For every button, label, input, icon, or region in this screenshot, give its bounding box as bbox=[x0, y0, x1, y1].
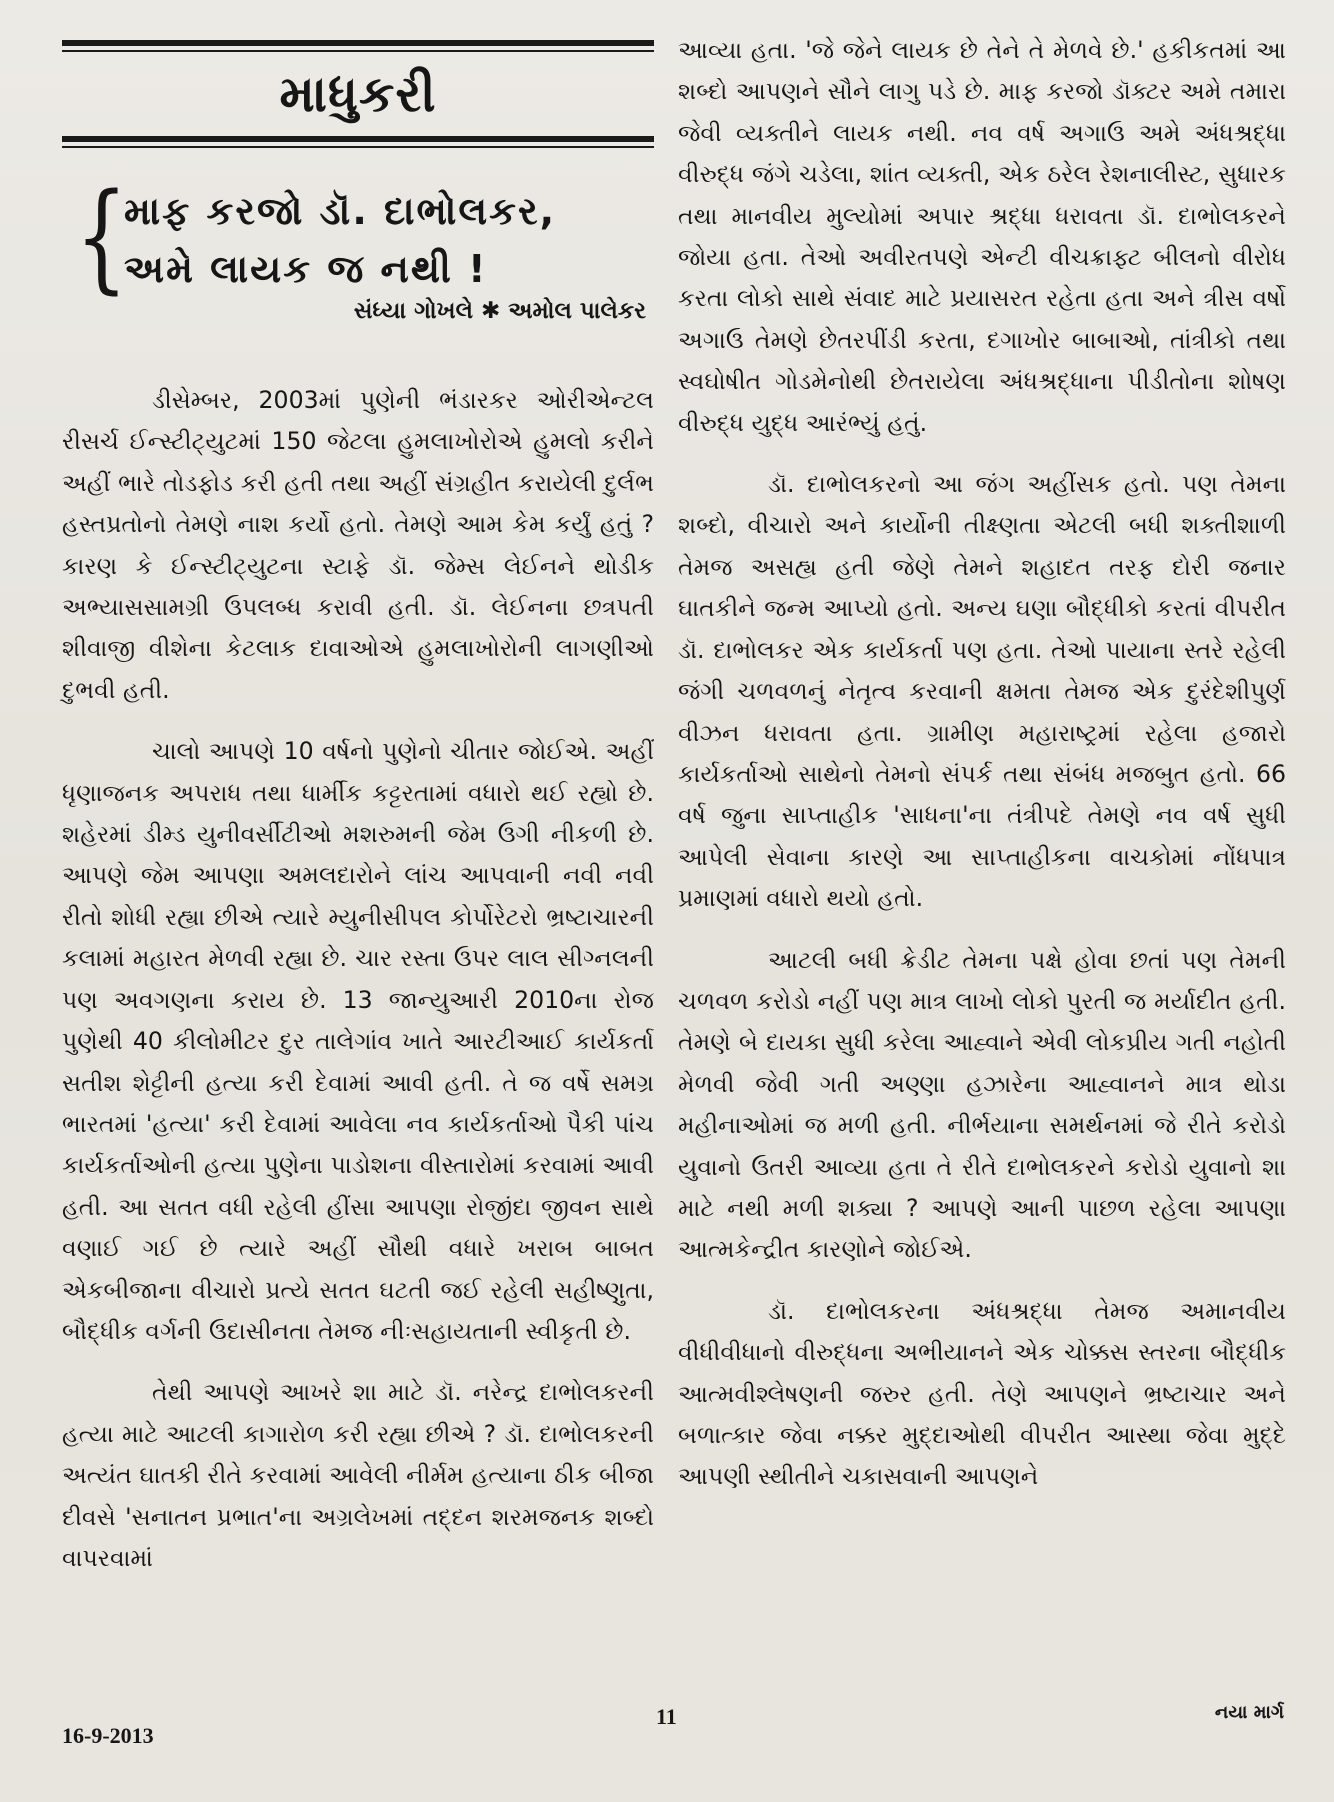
page-number: 11 bbox=[656, 1704, 677, 1729]
paragraph-left-1: ડીસેમ્બર, 2003માં પુણેની ભંડારકર ઓરીએન્ટલ રીસર્ચ ઈન્સ્ટીટ્યુટમાં 150 જેટલા હુમલાખોરોએ હુમલો કરીને અહીં ભારે તોડફોડ કરી હતી તથા અહીં સંગ્રહીત કરાયેલી દુર્લભ હસ્તપ્રતોનો તેમણે નાશ કર્યો હતો. તેમણે આમ કેમ કર્યું હતું ? કારણ કે ઈન્સ્ટીટ્યુટના સ્ટાફે ડૉ. જેમ્સ લેઈનને થોડીક અભ્યાસસામગ્રી ઉપલબ્ધ કરાવી હતી. ડૉ. લેઈનના છત્રપતી શીવાજી વીશેના કેટલાક દાવાઓએ હુમલાખોરોની લાગણીઓ દુભવી હતી. bbox=[62, 386, 654, 704]
top-rule bbox=[62, 40, 654, 46]
article-headline bbox=[62, 167, 654, 305]
paragraph-right-2: ડૉ. દાભોલકરનો આ જંગ અહીંસક હતો. પણ તેમના શબ્દો, વીચારો અને કાર્યોની તીક્ષ્ણતા એટલી બધી શક્તીશાળી તેમજ અસહ્ય હતી જેણે તેમને શહાદત તરફ દોરી જનાર ઘાતકીને જન્મ આપ્યો હતો. અન્ય ઘણા બૌદ્ધીકો કરતાં વીપરીત ડૉ. દાભોલકર એક કાર્યકર્તા પણ હતા. તેઓ પાયાના સ્તરે રહેલી જંગી ચળવળનું નેતૃત્વ કરવાની ક્ષમતા તેમજ એક દુરંદેશીપુર્ણ વીઝન ધરાવતા હતા. ગ્રામીણ મહારાષ્ટ્રમાં રહેલા હજારો કાર્યકર્તાઓ સાથેનો તેમનો સંપર્ક તથા સંબંધ મજબુત હતો. 66 વર્ષ જુના સાપ્તાહીક 'સાધના'ના તંત્રીપદે તેમણે નવ વર્ષ સુધી આપેલી સેવાના કારણે આ સાપ્તાહીકના વાચકોમાં નોંધપાત્ર પ્રમાણમાં વધારો થયો હતો. bbox=[678, 470, 1286, 913]
magazine-name: નયા માર્ગ bbox=[1214, 1702, 1284, 1723]
article-title-line1: માફ કરજો ડૉ. દાભોલકર, bbox=[124, 189, 557, 233]
bottom-rule bbox=[62, 136, 654, 142]
curly-brace-ornament: { bbox=[75, 167, 128, 305]
paragraph-left-2: ચાલો આપણે 10 વર્ષનો પુણેનો ચીતાર જોઈએ. અહીં ધૃણાજનક અપરાધ તથા ધાર્મીક કટ્ટરતામાં વધારો થઈ રહ્યો છે. શહેરમાં ડીમ્ડ યુનીવર્સીટીઓ મશરુમની જેમ ઉગી નીકળી છે. આપણે જેમ આપણા અમલદારોને લાંચ આપવાની નવી નવી રીતો શોધી રહ્યા છીએ ત્યારે મ્યુનીસીપલ કોર્પોરેટરો ભ્રષ્ટાચારની કલામાં મહારત મેળવી રહ્યા છે. ચાર રસ્તા ઉપર લાલ સીગ્નલની પણ અવગણના કરાય છે. 13 જાન્યુઆરી 2010ના રોજ પુણેથી 40 કીલોમીટર દુર તાલેગાંવ ખાતે આરટીઆઈ કાર્યકર્તા સતીશ શેટ્ટીની હત્યા કરી દેવામાં આવી હતી. તે જ વર્ષે સમગ્ર ભારતમાં 'હત્યા' કરી દેવામાં આવેલા નવ કાર્યકર્તાઓ પૈકી પાંચ કાર્યકર્તાઓની હત્યા પુણેના પાડોશના વીસ્તારોમાં કરવામાં આવી હતી. આ સતત વધી રહેલી હીંસા આપણા રોજીંદા જીવન સાથે વણાઈ ગઈ છે ત્યારે અહીં સૌથી વધારે ખરાબ બાબત એકબીજાના વીચારો પ્રત્યે સતત ઘટતી જઈ રહેલી સહીષ્ણુતા, બૌદ્ધીક વર્ગની ઉદાસીનતા તેમજ નીઃસહાયતાની સ્વીકૃતી છે. bbox=[62, 737, 654, 1345]
paragraph-right-4: ડૉ. દાભોલકરના અંધશ્રદ્ધા તેમજ અમાનવીય વીધીવીધાનો વીરુદ્ધના અભીયાનને એક ચોક્કસ સ્તરના બૌદ્ધીક આત્મવીશ્લેષણની જરુર હતી. તેણે આપણને ભ્રષ્ટાચાર અને બળાત્કાર જેવા નક્કર મુદ્દાઓથી વીપરીત આસ્થા જેવા મુદ્દે આપણી સ્થીતીને ચકાસવાની આપણને bbox=[678, 1296, 1286, 1491]
article-byline: સંધ્યા ગોખલે ✱ અમોલ પાલેકર bbox=[353, 298, 646, 324]
right-column bbox=[678, 30, 1286, 1498]
article-title bbox=[124, 182, 556, 298]
paragraph-right-3: આટલી બધી ક્રેડીટ તેમના પક્ષે હોવા છતાં પણ તેમની ચળવળ કરોડો નહીં પણ માત્ર લાખો લોકો પુરતી જ મર્યાદીત હતી. તેમણે બે દાયકા સુધી કરેલા આહ્વાને એવી લોકપ્રીય ગતી નહોતી મેળવી જેવી ગતી અણ્ણા હઝારેના આહ્વાનને માત્ર થોડા મહીનાઓમાં જ મળી હતી. નીર્ભયાના સમર્થનમાં જે રીતે કરોડો યુવાનો ઉતરી આવ્યા હતા તે રીતે દાભોલકરને કરોડો યુવાનો શા માટે નથી મળી શક્યા ? આપણે આની પાછળ રહેલા આપણા આત્મકેન્દ્રીત કારણોને જોઈએ. bbox=[678, 945, 1286, 1264]
paragraph-right-1: આવ્યા હતા. 'જે જેને લાયક છે તેને તે મેળવે છે.' હકીકતમાં આ શબ્દો આપણને સૌને લાગુ પડે છે. માફ કરજો ડૉક્ટર અમે તમારા જેવી વ્યક્તીને લાયક નથી. નવ વર્ષ અગાઉ અમે અંધશ્રદ્ધા વીરુદ્ધ જંગે ચડેલા, શાંત વ્યક્તી, એક ઠરેલ રેશનાલીસ્ટ, સુધારક તથા માનવીય મુલ્યોમાં અપાર શ્રદ્ધા ધરાવતા ડૉ. દાભોલકરને જોયા હતા. તેઓ અવીરતપણે એન્ટી વીચક્રાફ્ટ બીલનો વીરોધ કરતા લોકો સાથે સંવાદ માટે પ્રયાસરત રહેતા હતા અને ત્રીસ વર્ષો અગાઉ તેમણે છેતરપીંડી કરતા, દગાખોર બાબાઓ, તાંત્રીકો તથા સ્વઘોષીત ગોડમેનોથી છેતરાયેલા અંધશ્રદ્ધાના પીડીતોના શોષણ વીરુદ્ધ યુદ્ધ આરંભ્યું હતું. bbox=[678, 36, 1286, 437]
left-column bbox=[62, 40, 654, 1579]
bottom-rule-thin bbox=[62, 146, 654, 148]
paragraph-left-3: તેથી આપણે આખરે શા માટે ડૉ. નરેન્દ્ર દાભોલકરની હત્યા માટે આટલી કાગારોળ કરી રહ્યા છીએ ? ડૉ. દાભોલકરની અત્યંત ઘાતકી રીતે કરવામાં આવેલી નીર્મમ હત્યાના ઠીક બીજા દીવસે 'સનાતન પ્રભાત'ના અગ્રલેખમાં તદ્દન શરમજનક શબ્દો વાપરવામાં bbox=[62, 1378, 654, 1572]
article-title-line2: અમે લાયક જ નથી ! bbox=[124, 247, 488, 291]
column-title: માધુકરી bbox=[279, 65, 437, 123]
footer-date: 16-9-2013 bbox=[62, 1723, 154, 1748]
